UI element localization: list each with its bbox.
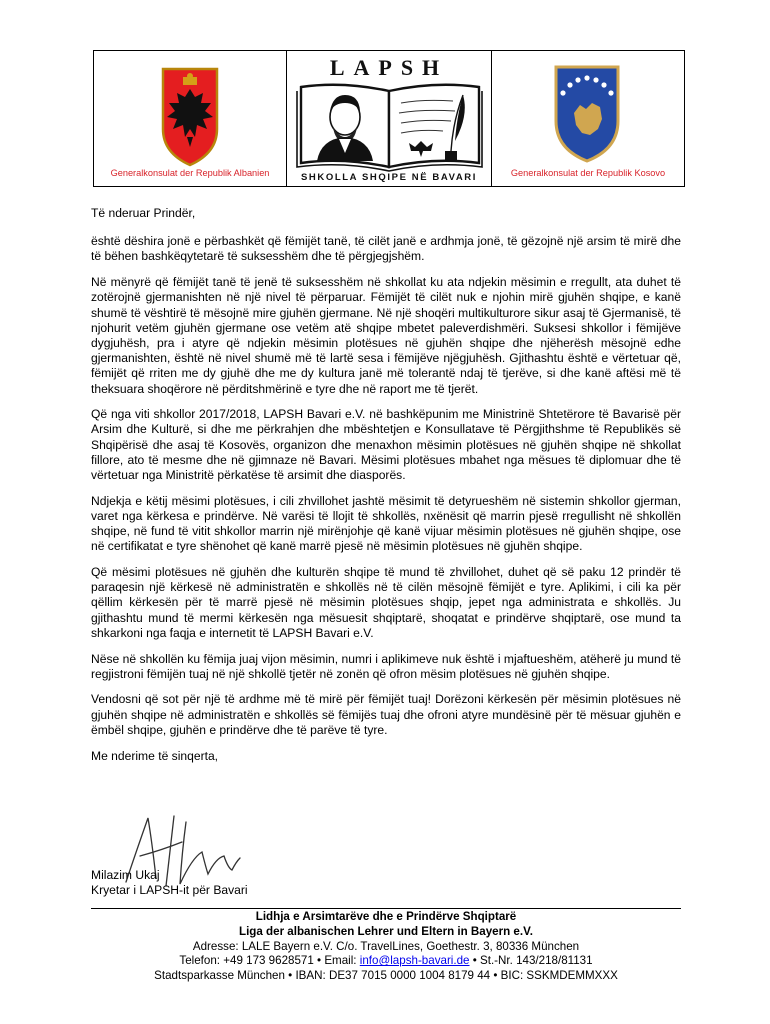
letter-paragraph: Nëse në shkollën ku fëmija juaj vijon mësimin, numri i aplikimeve nuk është i mjaftueshëm, atëherë ju mund të regjistroni fëmijën tuaj në një shkollë tjetër në zonën që ofron mësim plotësues në gjuhën shqipe.: [91, 651, 681, 681]
letter-greeting: Të nderuar Prindër,: [91, 206, 196, 220]
albania-consulate-caption: Generalkonsulat der Republik Albanien: [110, 168, 270, 178]
footer-contact: [91, 954, 681, 969]
footer-email-link[interactable]: info@lapsh-bavari.de: [359, 954, 470, 968]
kosovo-coat-of-arms-icon: [552, 63, 622, 163]
letter-body: [91, 206, 681, 774]
letter-paragraph: është dëshira jonë e përbashkët që fëmijët tanë, të cilët janë e ardhmja jonë, të gëzojnë një arsim të mirë dhe të bëhen bashkëqytetarë të suksesshëm dhe të përgjegjshëm.: [91, 234, 681, 264]
footer-tax-number: • St.-Nr. 143/218/81131: [469, 954, 593, 968]
footer-divider: [91, 908, 681, 909]
footer-address: Adresse: LALE Bayern e.V. C/o. TravelLines, Goethestr. 3, 80336 München: [192, 939, 580, 953]
letterhead: [93, 50, 685, 187]
letter-paragraph: Vendosni që sot për një të ardhme më të mirë për fëmijët tuaj! Dorëzoni kërkesën për mësimin plotësues në gjuhën shqipe në administratën e shkollës së fëmijës tuaj dhe ofroni atyre mundësinë për të mësuar gjuhën e ëmbël shqipe, gjuhën e prindërve dhe të parëve të tyre.: [91, 692, 681, 737]
lapsh-logo-cell: [287, 51, 492, 186]
open-book-portrait-icon: [293, 81, 486, 173]
signer-name: Milazim Ukaj: [91, 868, 160, 882]
footer-org-german: Liga der albanischen Lehrer und Eltern in Bayern e.V.: [238, 924, 533, 938]
kosovo-consulate-caption: Generalkonsulat der Republik Kosovo: [510, 168, 666, 178]
letter-paragraph: Që mësimi plotësues në gjuhën dhe kulturën shqipe të mund të zhvillohet, duhet që së paku 12 prindër të paraqesin një kërkesë në administratën e shkollës në të cilën mësojnë fëmijët e tyre. Aplikimi, i cili ka për qëllim kërkesën për të marrë pjesë në mësimin plotësues shqip, jepet nga administrata e shkollës. Ju gjithashtu mund të mermi kërkesën nga mësuesit shqiptarë, shoqatat e prindërve shqiptarë, ose mund ta shkarkoni nga faqja e internetit të LAPSH Bavari e.V.: [91, 565, 681, 640]
footer-phone: Telefon: +49 173 9628571 • Email:: [179, 954, 360, 968]
letter-footer: [91, 910, 681, 984]
letter-closing: Me nderime të sinqerta,: [91, 748, 219, 763]
signer-title: Kryetar i LAPSH-it për Bavari: [91, 883, 248, 898]
kosovo-consulate-cell: [492, 51, 684, 186]
letter-paragraph: Që nga viti shkollor 2017/2018, LAPSH Bavari e.V. në bashkëpunim me Ministrinë Shtetërore të Bavarisë për Arsim dhe Kulturë, si dhe me përkrahjen dhe mbështetjen e Konsullatave të Përgjithshme të Republikës së Shqipërisë dhe asaj të Kosovës, organizon dhe menaxhon mësimin plotësues në gjuhën shqipe në shkollat fillore, ato të mesme dhe në gjimnaze në Bavari. Mësimi plotësues mbahet nga mësues të diplomuar dhe të vërtetuar nga Ministritë përkatëse të arsimit dhe diasporës.: [91, 407, 681, 483]
signature-block: [91, 868, 248, 899]
lapsh-logo-subtitle: SHKOLLA SHQIPE NË BAVARI: [301, 172, 477, 183]
albania-coat-of-arms-icon: [157, 67, 223, 167]
lapsh-logo-title: LAPSH: [329, 55, 449, 80]
letter-paragraph: Ndjekja e këtij mësimi plotësues, i cili zhvillohet jashtë mësimit të detyrueshëm në sistemin shkollor gjerman, varet nga kërkesa e prindërve. Në varësi të llojit të shkollës, nxënësit që marrin pjesë rregullisht në shkollën shqipe, në fund të vitit shkollor marrin një mirënjohje që kanë vijuar mësimin plotësues në gjuhën shqipe, ose në certifikatat e tyre shënohet që kanë marrë pjesë në mësimin plotësues në gjuhën shqipe.: [91, 493, 681, 554]
letter-paragraph: Në mënyrë që fëmijët tanë të jenë të suksesshëm në shkollat ku ata ndjekin mësimin e rregullt, ata duhet të zotërojnë gjermanishten në një nivel të përparuar. Fëmijët të cilët nuk e njohin mirë gjuhën shqipe, e kanë shumë të vështirë të mësojnë mire gjuhën gjermane. Në një shoqëri multikulturore sikur asaj të Gjermanisë, të njohurit vetëm gjuhën gjermane ose vetëm atë shqipe mbetet paleverdishmëri. Suksesi shkollor i fëmijëve dygjuhësh, pra i atyre që ndjekin mësimin plotësues në gjuhën shqipe dhe njëherësh mësojnë edhe gjermanishten, është në nivel shumë më të lartë sesa i fëmijëve njëgjuhësh. Gjithashtu është e vërtetuar që, fëmijët që rriten me dy gjuhë dhe me dy kultura janë më tolerantë ndaj të tjerëve, si dhe kanë aftësi më të theksuara shoqërore në përditshmërinë e tyre dhe në raport me të tjerët.: [91, 275, 681, 396]
albania-consulate-cell: [94, 51, 287, 186]
footer-org-albanian: Lidhja e Arsimtarëve dhe e Prindërve Shqiptarë: [255, 910, 517, 923]
footer-bank: Stadtsparkasse München • IBAN: DE37 7015 0000 1004 8179 44 • BIC: SSKMDEMMXXX: [154, 969, 618, 983]
